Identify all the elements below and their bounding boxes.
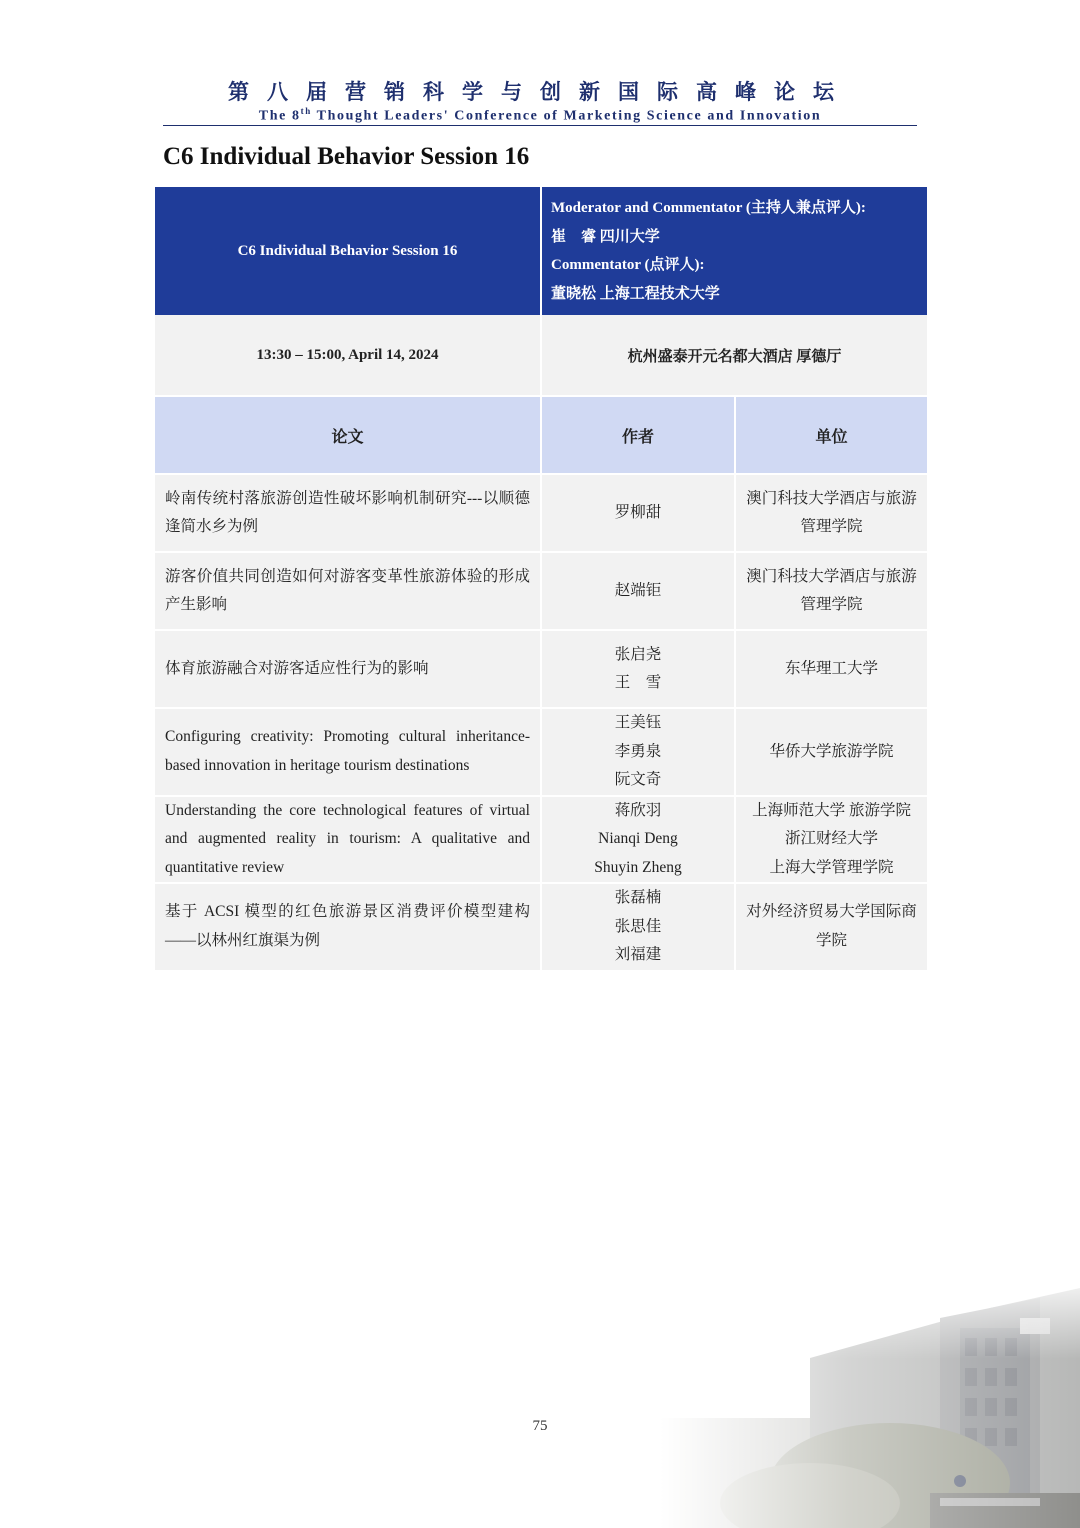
author-name: 罗柳甜 xyxy=(614,503,662,521)
moderator-label: Moderator and Commentator (主持人兼点评人): xyxy=(551,200,866,216)
commentator-label: Commentator (点评人): xyxy=(551,257,705,273)
unit-name: 华侨大学旅游学院 xyxy=(769,742,894,760)
paper-title: 岭南传统村落旅游创造性破坏影响机制研究---以顺德逢简水乡为例 xyxy=(155,475,540,553)
page-number: 75 xyxy=(532,1418,548,1434)
conference-title-en-post: Thought Leaders' Conference of Marketing Science and Innovation xyxy=(311,108,822,124)
paper-title: 游客价值共同创造如何对游客变革性旅游体验的形成产生影响 xyxy=(155,553,540,631)
column-header-row xyxy=(155,397,927,475)
unit-name: 对外经济贸易大学国际商学院 xyxy=(746,903,917,949)
paper-row xyxy=(155,797,927,885)
unit-name: 浙江财经大学 xyxy=(785,830,879,847)
unit-name: 上海大学管理学院 xyxy=(769,858,894,876)
building-photo-decoration xyxy=(660,1268,1080,1528)
column-header-author: 作者 xyxy=(542,397,734,475)
column-header-paper: 论文 xyxy=(155,397,540,475)
paper-row xyxy=(155,475,927,553)
paper-title: Understanding the core technological features of virtual and augmented reality in tourism: A qualitative and quantitative review xyxy=(155,797,540,885)
paper-title: 基于 ACSI 模型的红色旅游景区消费评价模型建构——以林州红旗渠为例 xyxy=(155,884,540,972)
paper-row xyxy=(155,631,927,709)
column-header-unit: 单位 xyxy=(736,397,927,475)
commentator-value: 董晓松 上海工程技术大学 xyxy=(551,285,720,302)
paper-authors xyxy=(542,475,734,553)
session-box-title: C6 Individual Behavior Session 16 xyxy=(155,187,540,315)
unit-name: 东华理工大学 xyxy=(785,659,879,677)
unit-name: 上海师范大学 旅游学院 xyxy=(752,801,911,819)
author-name: 张思佳 xyxy=(614,917,662,935)
session-heading: C6 Individual Behavior Session 16 xyxy=(163,143,530,170)
author-name: Shuyin Zheng xyxy=(594,858,682,876)
author-name: 阮文奇 xyxy=(614,771,662,788)
paper-authors xyxy=(542,797,734,885)
author-name: 李勇泉 xyxy=(614,742,662,760)
conference-title-en xyxy=(0,106,1080,125)
conference-title-en-pre: The 8 xyxy=(258,108,301,124)
author-name: 张启尧 xyxy=(614,645,662,663)
unit-name: 澳门科技大学酒店与旅游管理学院 xyxy=(746,567,917,613)
paper-units xyxy=(736,475,927,553)
paper-row xyxy=(155,884,927,972)
header-rule xyxy=(163,125,917,126)
author-name: 王 雪 xyxy=(614,674,662,691)
moderator-value: 崔 睿 四川大学 xyxy=(551,228,660,245)
conference-title-cn: 第八届营销科学与创新国际高峰论坛 xyxy=(228,79,852,104)
paper-units xyxy=(736,709,927,797)
unit-name: 澳门科技大学酒店与旅游管理学院 xyxy=(746,489,917,535)
session-title-row xyxy=(155,187,927,315)
paper-row xyxy=(155,553,927,631)
author-name: 王美钰 xyxy=(614,714,662,731)
session-roles xyxy=(542,187,927,315)
author-name: 赵端钜 xyxy=(614,581,662,599)
author-name: 蒋欣羽 xyxy=(614,801,662,819)
paper-authors xyxy=(542,631,734,709)
author-name: 张磊楠 xyxy=(614,889,662,906)
paper-authors xyxy=(542,709,734,797)
paper-authors xyxy=(542,884,734,972)
paper-authors xyxy=(542,553,734,631)
session-table xyxy=(153,187,929,972)
paper-units xyxy=(736,884,927,972)
paper-units xyxy=(736,797,927,885)
paper-units xyxy=(736,631,927,709)
time-venue-row xyxy=(155,315,927,397)
paper-units xyxy=(736,553,927,631)
session-time: 13:30 – 15:00, April 14, 2024 xyxy=(155,315,540,397)
session-venue: 杭州盛泰开元名都大酒店 厚德厅 xyxy=(542,315,927,397)
paper-row xyxy=(155,709,927,797)
author-name: Nianqi Deng xyxy=(598,830,678,847)
author-name: 刘福建 xyxy=(614,946,662,963)
conference-title-en-sup: th xyxy=(300,106,312,116)
paper-title: 体育旅游融合对游客适应性行为的影响 xyxy=(155,631,540,709)
paper-title: Configuring creativity: Promoting cultural inheritance-based innovation in heritage tourism destinations xyxy=(155,709,540,797)
